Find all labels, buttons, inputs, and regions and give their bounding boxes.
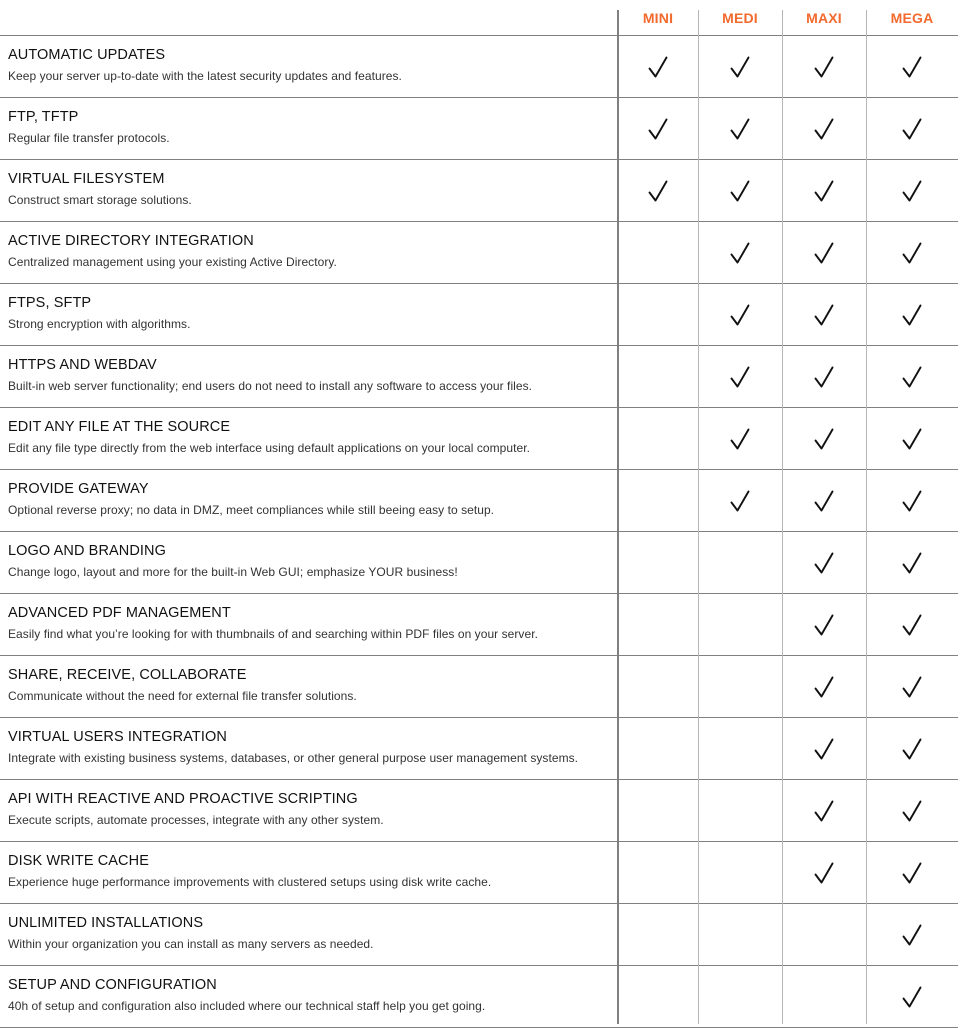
check-icon — [784, 718, 864, 779]
table-row — [0, 408, 958, 470]
column-divider — [698, 10, 699, 1024]
feature-description: Keep your server up-to-date with the latest security updates and features. — [8, 69, 402, 83]
feature-description: Within your organization you can install as many servers as needed. — [8, 937, 374, 951]
table-row — [0, 470, 958, 532]
check-icon — [784, 842, 864, 903]
column-divider — [782, 10, 783, 1024]
feature-title: UNLIMITED INSTALLATIONS — [8, 915, 204, 931]
plan-header-mega: MEGA — [890, 10, 934, 26]
plan-header-row — [0, 0, 966, 36]
check-icon — [872, 656, 952, 717]
feature-title: FTPS, SFTP — [8, 295, 92, 311]
check-icon — [700, 408, 780, 469]
table-row — [0, 222, 958, 284]
plan-header-mini: MINI — [642, 10, 674, 26]
check-icon — [784, 36, 864, 97]
feature-title: HTTPS AND WEBDAV — [8, 357, 157, 373]
check-icon — [700, 346, 780, 407]
feature-description: Change logo, layout and more for the built-in Web GUI; emphasize YOUR business! — [8, 565, 458, 579]
check-icon — [872, 966, 952, 1027]
table-row — [0, 966, 958, 1028]
table-row — [0, 36, 958, 98]
check-icon — [700, 160, 780, 221]
feature-title: SETUP AND CONFIGURATION — [8, 977, 217, 993]
plan-header-medi: MEDI — [722, 10, 758, 26]
check-icon — [872, 904, 952, 965]
check-icon — [784, 284, 864, 345]
check-icon — [700, 98, 780, 159]
check-icon — [872, 36, 952, 97]
check-icon — [872, 780, 952, 841]
feature-title: VIRTUAL FILESYSTEM — [8, 171, 165, 187]
table-row — [0, 532, 958, 594]
check-icon — [700, 36, 780, 97]
check-icon — [784, 656, 864, 717]
feature-description: Strong encryption with algorithms. — [8, 317, 191, 331]
feature-description: Built-in web server functionality; end users do not need to install any software to access your files. — [8, 379, 533, 393]
column-divider — [866, 10, 867, 1024]
check-icon — [872, 408, 952, 469]
feature-title: DISK WRITE CACHE — [8, 853, 149, 869]
check-icon — [872, 160, 952, 221]
check-icon — [784, 346, 864, 407]
check-icon — [784, 780, 864, 841]
check-icon — [784, 470, 864, 531]
check-icon — [872, 346, 952, 407]
feature-title: ACTIVE DIRECTORY INTEGRATION — [8, 233, 254, 249]
table-row — [0, 594, 958, 656]
table-row — [0, 98, 958, 160]
check-icon — [618, 98, 698, 159]
feature-title: ADVANCED PDF MANAGEMENT — [8, 605, 231, 621]
table-row — [0, 842, 958, 904]
feature-description: Experience huge performance improvements with clustered setups using disk write cache. — [8, 875, 492, 889]
plan-header-maxi: MAXI — [806, 10, 842, 26]
check-icon — [784, 408, 864, 469]
feature-title: VIRTUAL USERS INTEGRATION — [8, 729, 227, 745]
check-icon — [872, 842, 952, 903]
feature-description: Easily find what you’re looking for with thumbnails of and searching within PDF files on your server. — [8, 627, 538, 641]
feature-title: API WITH REACTIVE AND PROACTIVE SCRIPTING — [8, 791, 358, 807]
check-icon — [872, 594, 952, 655]
feature-description: Communicate without the need for external file transfer solutions. — [8, 689, 357, 703]
check-icon — [618, 160, 698, 221]
column-divider — [617, 10, 619, 1024]
check-icon — [700, 222, 780, 283]
feature-title: PROVIDE GATEWAY — [8, 481, 149, 497]
check-icon — [784, 532, 864, 593]
check-icon — [784, 98, 864, 159]
feature-title: SHARE, RECEIVE, COLLABORATE — [8, 667, 247, 683]
check-icon — [784, 594, 864, 655]
check-icon — [872, 532, 952, 593]
check-icon — [872, 470, 952, 531]
feature-description: Edit any file type directly from the web interface using default applications on your local computer. — [8, 441, 530, 455]
table-row — [0, 160, 958, 222]
check-icon — [872, 98, 952, 159]
feature-description: Regular file transfer protocols. — [8, 131, 170, 145]
feature-description: Construct smart storage solutions. — [8, 193, 192, 207]
check-icon — [872, 718, 952, 779]
feature-description: Centralized management using your existing Active Directory. — [8, 255, 337, 269]
feature-description: 40h of setup and configuration also included where our technical staff help you get going. — [8, 999, 486, 1013]
feature-title: FTP, TFTP — [8, 109, 79, 125]
feature-title: LOGO AND BRANDING — [8, 543, 167, 559]
table-row — [0, 284, 958, 346]
feature-title: AUTOMATIC UPDATES — [8, 47, 166, 63]
table-row — [0, 346, 958, 408]
check-icon — [700, 470, 780, 531]
feature-title: EDIT ANY FILE AT THE SOURCE — [8, 419, 231, 435]
check-icon — [700, 284, 780, 345]
feature-description: Integrate with existing business systems, databases, or other general purpose user management systems. — [8, 751, 579, 765]
check-icon — [784, 160, 864, 221]
check-icon — [872, 222, 952, 283]
table-row — [0, 780, 958, 842]
feature-description: Optional reverse proxy; no data in DMZ, meet compliances while still beeing easy to setup. — [8, 503, 495, 517]
check-icon — [784, 222, 864, 283]
table-row — [0, 656, 958, 718]
table-row — [0, 904, 958, 966]
feature-description: Execute scripts, automate processes, integrate with any other system. — [8, 813, 384, 827]
check-icon — [618, 36, 698, 97]
table-row — [0, 718, 958, 780]
check-icon — [872, 284, 952, 345]
